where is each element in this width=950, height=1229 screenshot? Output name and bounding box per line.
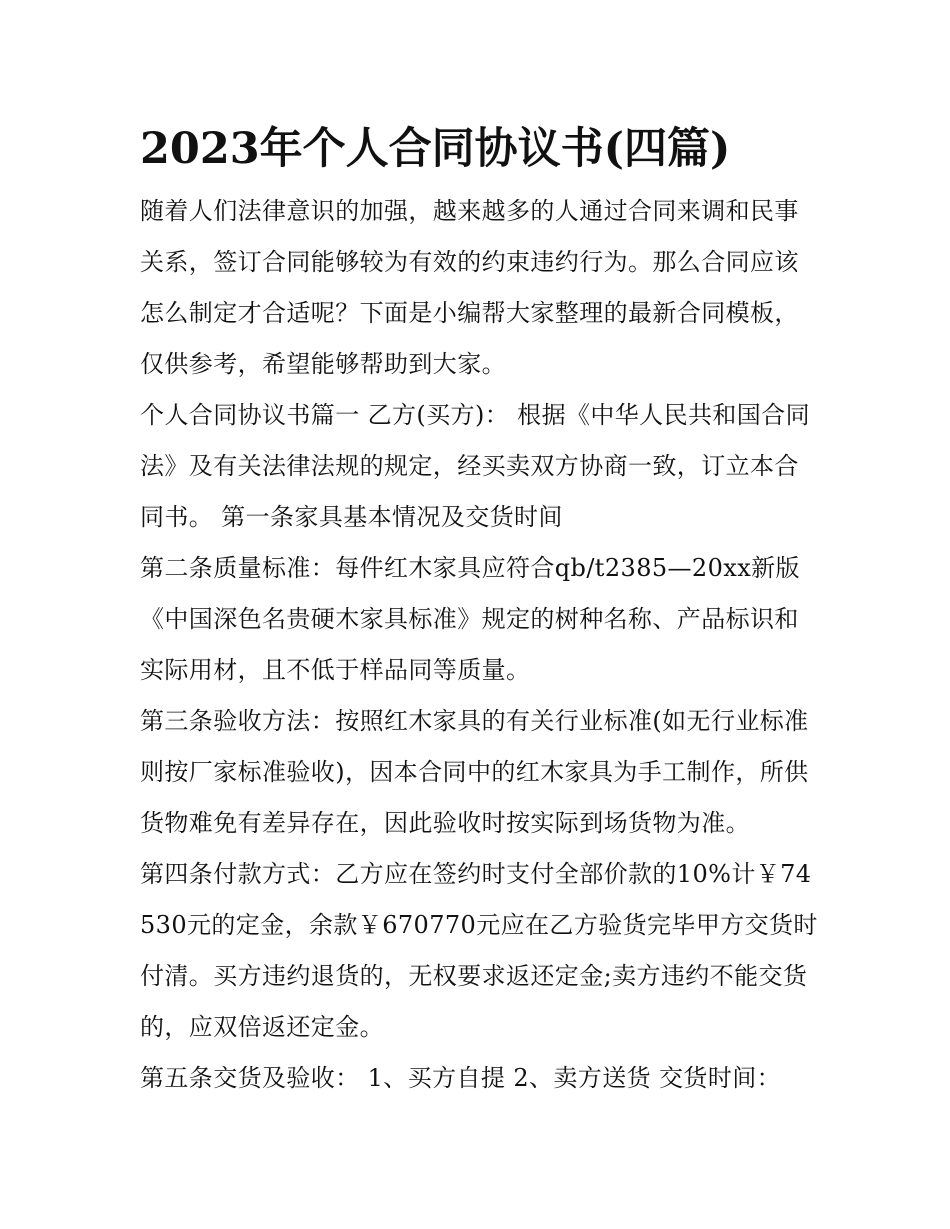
paragraph-article-5-delivery: 第五条交货及验收： 1、买方自提 2、卖方送货 交货时间：: [140, 1064, 782, 1092]
paragraph-article-2-quality: 第二条质量标准：每件红木家具应符合qb/t2385—20xx新版《中国深色名贵硬木家具标准》规定的树种名称、产品标识和实际用材，且不低于样品同等质量。: [140, 554, 800, 684]
paragraph-article-4-payment: 第四条付款方式：乙方应在签约时支付全部价款的10%计￥74530元的定金，余款￥670770元应在乙方验货完毕甲方交货时付清。买方违约退货的，无权要求返还定金;卖方违约不能交货的，应双倍返还定金。: [140, 860, 818, 1041]
document-title: 2023年个人合同协议书(四篇): [140, 124, 731, 174]
intro-paragraph: 随着人们法律意识的加强，越来越多的人通过合同来调和民事关系，签订合同能够较为有效的约束违约行为。那么合同应该怎么制定才合适呢？下面是小编帮大家整理的最新合同模板，仅供参考，希望能够帮助到大家。: [140, 197, 799, 378]
document-body: [140, 118, 820, 1104]
paragraph-article-3-inspection: 第三条验收方法：按照红木家具的有关行业标准(如无行业标准则按厂家标准验收)，因本合同中的红木家具为手工制作，所供货物难免有差异存在，因此验收时按实际到场货物为准。: [140, 707, 809, 837]
paragraph-contract-preamble: 个人合同协议书篇一 乙方(买方)： 根据《中华人民共和国合同法》及有关法律法规的规定，经买卖双方协商一致，订立本合同书。 第一条家具基本情况及交货时间: [140, 401, 810, 531]
